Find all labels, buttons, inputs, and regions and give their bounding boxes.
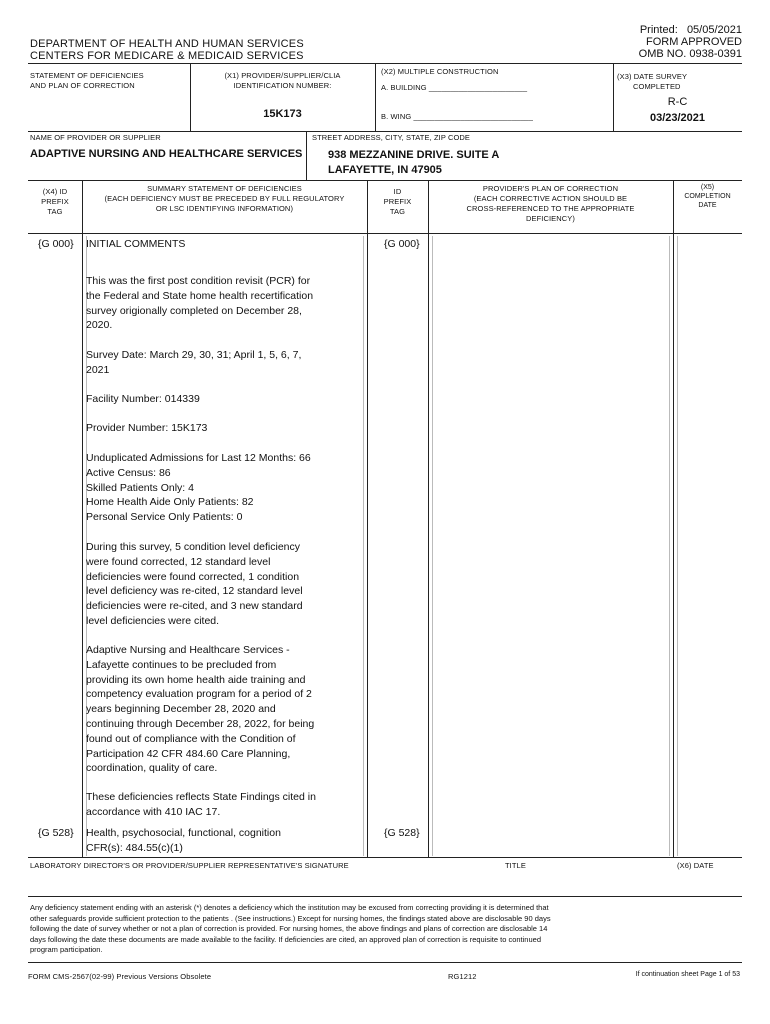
x2-label: (X2) MULTIPLE CONSTRUCTION [381, 67, 499, 76]
comment-paragraph-state-findings: These deficiencies reflects State Findings cited in accordance with 410 IAC 17. [86, 791, 316, 818]
event-code: RG1212 [448, 972, 477, 981]
comment-paragraph-preclusion: Adaptive Nursing and Healthcare Services - Lafayette continues to be precluded from providing its own home health aide training and competency evaluation program for a period of 2 years beginning December 28, 2020 and continuing through December 28, 2022, for being found out of compliance with the Condition of Participation 42 CFR 484.60 Care Planning, coordination, quality of care. [86, 644, 315, 775]
provider-id: 15K173 [263, 108, 302, 120]
entry-title-g528: Health, psychosocial, functional, cognition CFR(s): 484.55(c)(1) [86, 827, 281, 854]
x4-header: (X4) ID PREFIX TAG [41, 187, 69, 216]
agency-line-1: DEPARTMENT OF HEALTH AND HUMAN SERVICES [30, 38, 304, 50]
address [328, 148, 499, 178]
provider-name: ADAPTIVE NURSING AND HEALTHCARE SERVICES [30, 148, 303, 160]
address-line-1: 938 MEZZANINE DRIVE. SUITE A [328, 149, 500, 161]
printed-line [600, 24, 742, 36]
address-label: STREET ADDRESS, CITY, STATE, ZIP CODE [312, 133, 471, 142]
disclaimer: Any deficiency statement ending with an asterisk (*) denotes a deficiency which the institution may be excused from correcting providing it is determined that other safeguards provide sufficient protection to the patients . (See instructions.) Except for nursing homes, the findings stated above are disclosable 90 days following the date of survey whether or not a plan of correction is provided. For nursing homes, the above findings and plans of correction are disclosable 14 days following the date these documents are made available to the facility. If deficiencies are cited, an approved plan of correction is requisite to continued program participation. [30, 903, 551, 955]
wing-label: B. WING ____________________________ [381, 112, 534, 121]
comment-paragraph-deficiency-summary: During this survey, 5 condition level deficiency were found corrected, 12 standard level deficiencies were found corrected, 1 condition level deficiency was re-cited, 12 standard level deficiencies were re-cited, and 3 new standard level deficiencies were cited. [86, 541, 303, 627]
x3-label: (X3) DATE SURVEY COMPLETED [617, 72, 688, 91]
comment-paragraph-census: Unduplicated Admissions for Last 12 Months: 66 Active Census: 86 Skilled Patients Only: 4 Home Health Aide Only Patients: 82 Personal Service Only Patients: 0 [86, 452, 311, 524]
survey-code: R-C [667, 96, 688, 108]
comment-paragraph-pcr: This was the first post condition revisit (PCR) for the Federal and State home health recertification survey origionally completed on December 28, 2020. [86, 275, 314, 332]
summary-header: SUMMARY STATEMENT OF DEFICIENCIES (EACH DEFICIENCY MUST BE PRECEDED BY FULL REGULATORY OR LSC IDENTIFYING INFORMATION) [104, 184, 345, 213]
signature-label: LABORATORY DIRECTOR'S OR PROVIDER/SUPPLIER REPRESENTATIVE'S SIGNATURE [30, 861, 349, 870]
entry-tag-g528: {G 528} [38, 827, 74, 839]
comment-paragraph-facility-number: Facility Number: 014339 [86, 393, 200, 405]
page-indicator: If continuation sheet Page 1 of 53 [635, 971, 740, 978]
title-label: TITLE [505, 861, 526, 870]
statement-label: STATEMENT OF DEFICIENCIES AND PLAN OF CORRECTION [30, 71, 144, 90]
form-number: FORM CMS-2567(02-99) Previous Versions Obsolete [28, 972, 212, 981]
provider-name-label: NAME OF PROVIDER OR SUPPLIER [30, 133, 161, 142]
comment-paragraph-provider-number: Provider Number: 15K173 [86, 422, 208, 434]
plan-header: PROVIDER'S PLAN OF CORRECTION (EACH CORRECTIVE ACTION SHOULD BE CROSS-REFERENCED TO THE APPROPRIATE DEFICIENCY) [466, 184, 635, 223]
survey-date: 03/23/2021 [649, 112, 706, 124]
printed-label: Printed: [639, 24, 678, 36]
form-approved: FORM APPROVED [646, 36, 742, 48]
entry-title-initial-comments: INITIAL COMMENTS [86, 238, 186, 250]
date-label: (X6) DATE [677, 861, 714, 870]
printed-date: 05/05/2021 [686, 24, 742, 36]
agency-line-2: CENTERS FOR MEDICARE & MEDICAID SERVICES [30, 50, 304, 62]
id-header: ID PREFIX TAG [383, 187, 412, 216]
comment-paragraph-survey-date: Survey Date: March 29, 30, 31; April 1, 5, 6, 7, 2021 [86, 349, 302, 376]
building-label: A. BUILDING _______________________ [381, 83, 528, 92]
x1-label: (X1) PROVIDER/SUPPLIER/CLIA IDENTIFICATION NUMBER: [224, 71, 341, 90]
plan-tag-g000: {G 000} [384, 238, 420, 250]
print-info [600, 24, 742, 60]
entry-tag-g000: {G 000} [38, 238, 74, 250]
omb-number: OMB NO. 0938-0391 [638, 48, 742, 60]
x5-header: (X5) COMPLETION DATE [684, 184, 731, 209]
address-line-2: LAFAYETTE, IN 47905 [328, 164, 442, 176]
plan-tag-g528: {G 528} [384, 827, 420, 839]
